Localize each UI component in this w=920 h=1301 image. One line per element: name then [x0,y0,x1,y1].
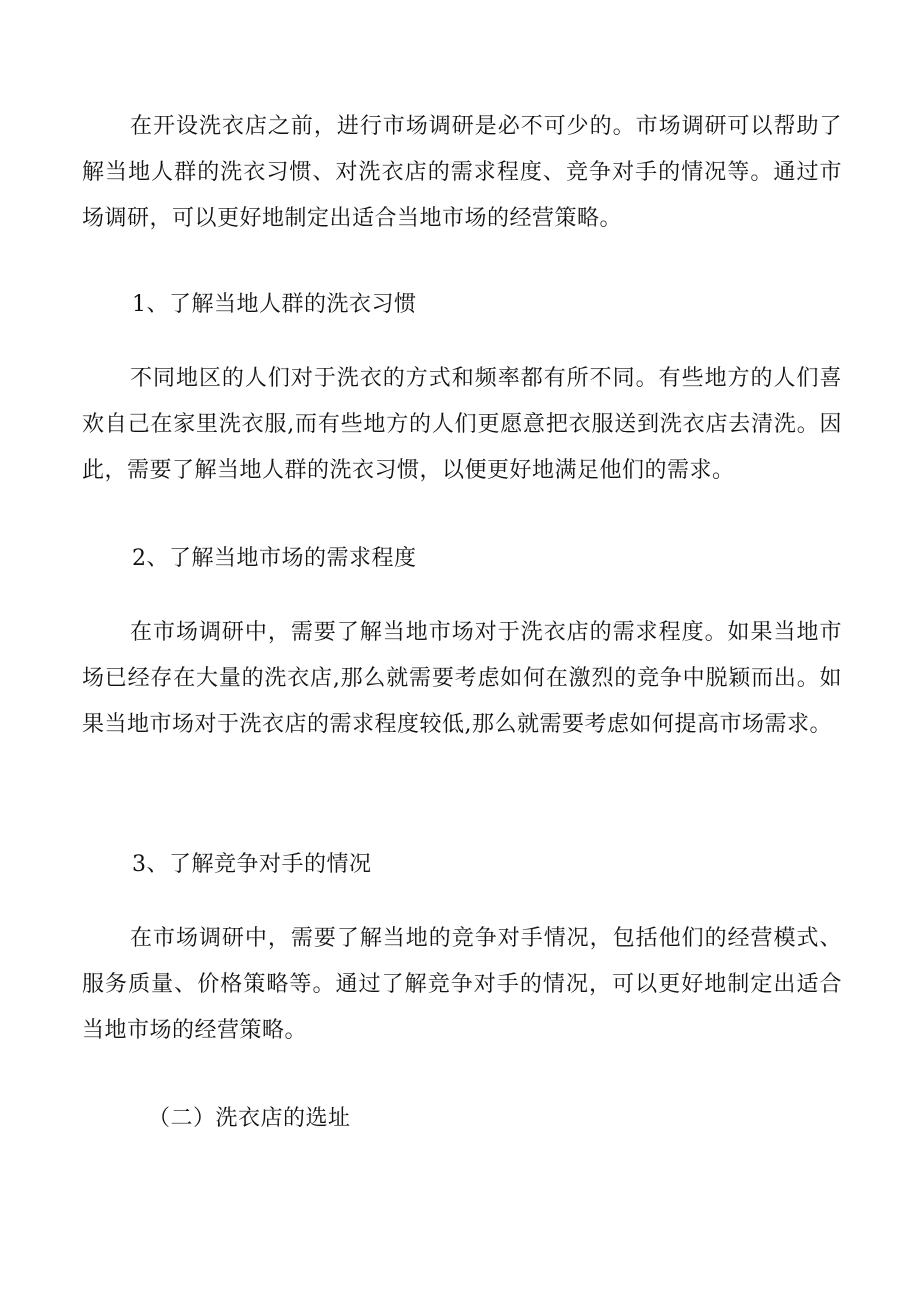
heading-market-demand: 2、了解当地市场的需求程度 [132,546,417,571]
demand-paragraph: 在市场调研中，需要了解当地市场对于洗衣店的需求程度。如果当地市场已经存在大量的洗衣店,那么就需要考虑如何在激烈的竞争中脱颖而出。如果当地市场对于洗衣店的需求程度较低,那么就需要考虑如何提高市场需求。 [82,620,842,737]
intro-paragraph: 在开设洗衣店之前，进行市场调研是必不可少的。市场调研可以帮助了解当地人群的洗衣习惯、对洗衣店的需求程度、竞争对手的情况等。通过市场调研，可以更好地制定出适合当地市场的经营策略。 [82,114,842,231]
competitors-paragraph: 在市场调研中，需要了解当地的竞争对手情况，包括他们的经营模式、服务质量、价格策略等。通过了解竞争对手的情况，可以更好地制定出适合当地市场的经营策略。 [82,926,842,1043]
section-heading-site-selection: （二）洗衣店的选址 [148,1106,351,1131]
heading-laundry-habits: 1、了解当地人群的洗衣习惯 [132,292,417,317]
heading-competitors: 3、了解竞争对手的情况 [132,852,372,877]
habits-paragraph: 不同地区的人们对于洗衣的方式和频率都有所不同。有些地方的人们喜欢自己在家里洗衣服,而有些地方的人们更愿意把衣服送到洗衣店去清洗。因此，需要了解当地人群的洗衣习惯，以便更好地满足他们的需求。 [82,366,842,483]
